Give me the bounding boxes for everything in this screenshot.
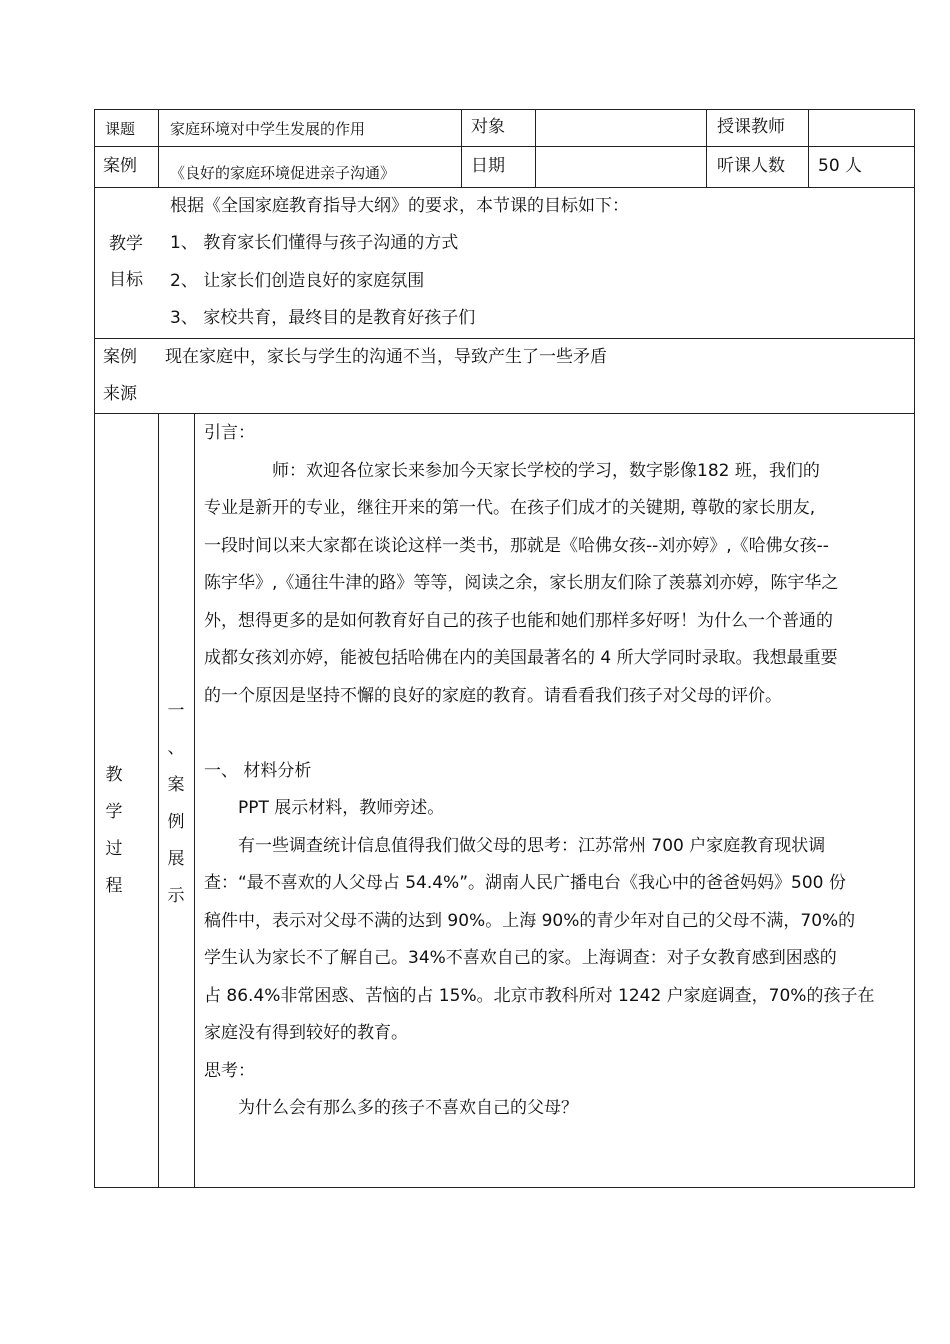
body-line: 查：“最不喜欢的人父母占 54.4%”。湖南人民广播电台《我心中的爸爸妈妈》500 份 xyxy=(204,873,846,893)
body-line: 的一个原因是坚持不懈的良好的家庭的教育。请看看我们孩子对父母的评价。 xyxy=(204,685,782,706)
source-label-line1: 案例 xyxy=(103,347,137,367)
body-line: 家庭没有得到较好的教育。 xyxy=(204,1023,408,1043)
goals-label-line1: 教学 xyxy=(109,234,143,254)
case-label: 案例 xyxy=(103,156,137,176)
source-label-line2: 来源 xyxy=(103,384,137,404)
topic-value: 家庭环境对中学生发展的作用 xyxy=(170,120,366,138)
body-line: PPT 展示材料，教师旁述。 xyxy=(204,798,445,818)
body-line: 师：欢迎各位家长来参加今天家长学校的学习，数字影像182 班，我们的 xyxy=(204,460,820,481)
case-value: 《良好的家庭环境促进亲子沟通》 xyxy=(170,164,396,182)
goal-item-2: 2、 让家长们创造良好的家庭氛围 xyxy=(170,271,425,291)
think-heading: 思考： xyxy=(204,1060,255,1081)
process-label: 教 学 过 程 xyxy=(105,765,123,896)
date-label: 日期 xyxy=(471,156,505,176)
body-line: 专业是新开的专业，继往开来的第一代。在孩子们成才的关键期, 尊敬的家长朋友, xyxy=(204,498,816,518)
body-line: 成都女孩刘亦婷，能被包括哈佛在内的美国最著名的 4 所大学同时录取。我想最重要 xyxy=(204,648,838,668)
body-line: 稿件中，表示对父母不满的达到 90%。上海 90%的青少年对自己的父母不满，70%的 xyxy=(204,910,856,931)
body-line: 有一些调查统计信息值得我们做父母的思考：江苏常州 700 户家庭教育现状调 xyxy=(204,835,826,856)
goal-item-1: 1、 教育家长们懂得与孩子沟通的方式 xyxy=(170,233,459,253)
listeners-label: 听课人数 xyxy=(717,156,785,176)
body-line: 一段时间以来大家都在谈论这样一类书，那就是《哈佛女孩--刘亦婷》,《哈佛女孩-- xyxy=(204,535,829,556)
source-text: 现在家庭中，家长与学生的沟通不当，导致产生了一些矛盾 xyxy=(165,347,607,367)
body-line: 为什么会有那么多的孩子不喜欢自己的父母？ xyxy=(204,1098,578,1118)
process-body xyxy=(204,415,874,1128)
goal-item-3: 3、 家校共育，最终目的是教育好孩子们 xyxy=(170,308,476,328)
teacher-label: 授课教师 xyxy=(717,117,785,137)
material-heading: 一、 材料分析 xyxy=(204,760,312,781)
body-line: 学生认为家长不了解自己。34%不喜欢自己的家。上海调查：对子女教育感到困惑的 xyxy=(204,948,837,968)
audience-label: 对象 xyxy=(471,117,505,137)
body-line: 陈宇华》,《通往牛津的路》等等，阅读之余，家长朋友们除了羡慕刘亦婷，陈宇华之 xyxy=(204,573,839,593)
section-label-case-display: 一 、 案 例 展 示 xyxy=(167,701,185,906)
goals-label-line2: 目标 xyxy=(109,270,143,290)
topic-label: 课题 xyxy=(105,120,136,138)
listeners-value: 50 人 xyxy=(818,156,863,176)
lesson-plan-table xyxy=(94,109,915,1188)
blank-line xyxy=(204,715,874,753)
intro-heading: 引言： xyxy=(204,423,255,443)
body-line: 占 86.4%非常困惑、苦恼的占 15%。北京市教科所对 1242 户家庭调查，70%的孩子在 xyxy=(204,985,875,1006)
goals-intro: 根据《全国家庭教育指导大纲》的要求，本节课的目标如下： xyxy=(170,196,629,216)
body-line: 外，想得更多的是如何教育好自己的孩子也能和她们那样多好呀！为什么一个普通的 xyxy=(204,610,833,631)
